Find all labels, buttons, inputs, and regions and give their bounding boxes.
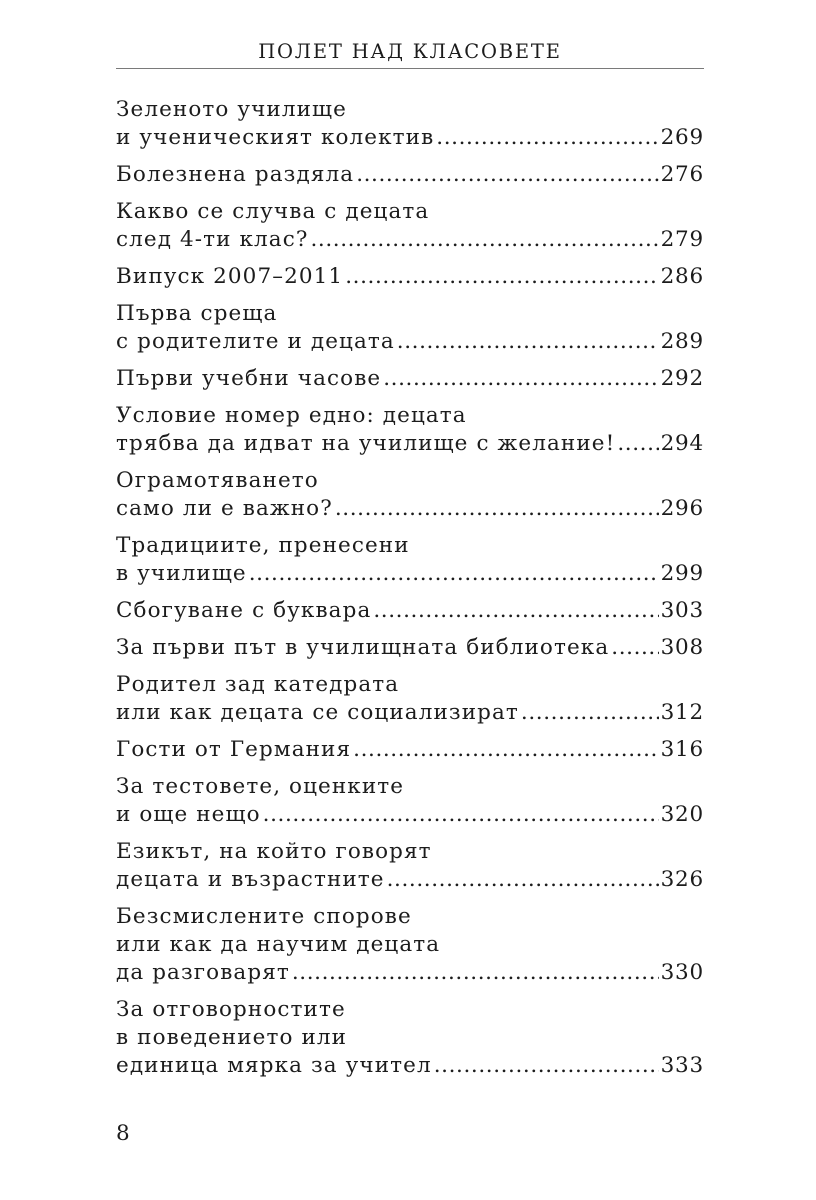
toc-entry-title-line: Какво се случва с децата xyxy=(116,199,430,224)
toc-entry xyxy=(116,96,704,152)
page-number: 8 xyxy=(116,1121,130,1146)
toc-entry xyxy=(116,736,704,764)
toc-entry-title-line: и още нещо xyxy=(116,802,261,827)
toc-entry-final-line xyxy=(116,124,704,152)
dot-leader xyxy=(353,736,658,764)
toc-entry-final-line xyxy=(116,866,704,894)
toc-entry-title-line: и ученическият колектив xyxy=(116,125,435,150)
toc-entry-title-line: За отговорностите xyxy=(116,997,346,1022)
toc-entry-final-line xyxy=(116,959,704,987)
toc-entry-title-line: За първи път в училищната библиотека xyxy=(116,635,610,660)
toc-entry-title-line: или как да научим децата xyxy=(116,932,441,957)
toc-entry-title-line: само ли е важно? xyxy=(116,496,333,521)
toc-entry-title-line: в поведението или xyxy=(116,1025,348,1050)
dot-leader xyxy=(292,959,659,987)
dot-leader xyxy=(249,560,659,588)
toc-entry-page-number: 279 xyxy=(660,227,704,252)
toc-entry-final-line xyxy=(116,801,704,829)
toc-entry-title-line: Випуск 2007–2011 xyxy=(116,264,344,289)
toc-entry xyxy=(116,903,704,987)
toc-entry xyxy=(116,634,704,662)
toc-entry-page-number: 269 xyxy=(660,125,704,150)
toc-entry-page-number: 303 xyxy=(660,598,704,623)
toc-entry-title-line: За тестовете, оценките xyxy=(116,774,405,799)
toc-entry-final-line xyxy=(116,495,704,523)
dot-leader xyxy=(345,263,658,291)
toc-entry-page-number: 289 xyxy=(660,329,704,354)
toc-entry-page-number: 308 xyxy=(660,635,704,660)
toc-entry xyxy=(116,300,704,356)
table-of-contents xyxy=(116,96,704,1089)
toc-entry-final-line xyxy=(116,430,704,458)
header-rule xyxy=(116,68,704,69)
toc-entry-page-number: 292 xyxy=(660,366,704,391)
toc-entry xyxy=(116,402,704,458)
toc-entry xyxy=(116,532,704,588)
toc-entry-page-number: 333 xyxy=(660,1053,704,1078)
toc-entry-page-number: 326 xyxy=(660,867,704,892)
toc-entry-title-line: Зеленото училище xyxy=(116,97,347,122)
dot-leader xyxy=(521,699,659,727)
dot-leader xyxy=(383,365,658,393)
toc-entry-final-line xyxy=(116,161,704,189)
toc-entry-page-number: 294 xyxy=(660,431,704,456)
dot-leader xyxy=(387,866,659,894)
toc-entry xyxy=(116,838,704,894)
running-header: ПОЛЕТ НАД КЛАСОВЕТЕ xyxy=(258,40,562,63)
toc-entry-final-line xyxy=(116,263,704,291)
toc-entry-title-line: Традициите, пренесени xyxy=(116,533,410,558)
toc-entry-title-line: Ограмотяването xyxy=(116,468,319,493)
toc-entry-title-line: Гости от Германия xyxy=(116,737,352,762)
dot-leader xyxy=(397,328,659,356)
toc-entry-title-line: Езикът, на който говорят xyxy=(116,839,432,864)
toc-entry-title-line: в училище xyxy=(116,561,247,586)
toc-entry-final-line xyxy=(116,328,704,356)
dot-leader xyxy=(335,495,659,523)
toc-entry xyxy=(116,597,704,625)
dot-leader xyxy=(356,161,658,189)
toc-entry-title-line: единица мярка за учител xyxy=(116,1053,432,1078)
toc-entry-title-line: децата и възрастните xyxy=(116,867,385,892)
toc-entry-page-number: 330 xyxy=(660,960,704,985)
toc-entry xyxy=(116,773,704,829)
dot-leader xyxy=(611,634,658,662)
toc-entry-page-number: 299 xyxy=(660,561,704,586)
toc-entry xyxy=(116,996,704,1080)
toc-entry xyxy=(116,263,704,291)
dot-leader xyxy=(436,124,658,152)
toc-entry-title-line: Условие номер едно: децата xyxy=(116,403,467,428)
toc-entry-title-line: Първи учебни часове xyxy=(116,366,382,391)
toc-entry-title-line: да разговарят xyxy=(116,960,290,985)
dot-leader xyxy=(617,430,658,458)
toc-entry-title-line: или как децата се социализират xyxy=(116,700,519,725)
toc-entry-page-number: 296 xyxy=(660,496,704,521)
toc-entry-title-line: Сбогуване с буквара xyxy=(116,598,372,623)
toc-entry-final-line xyxy=(116,560,704,588)
toc-entry-final-line xyxy=(116,699,704,727)
toc-entry-page-number: 320 xyxy=(660,802,704,827)
toc-entry-final-line xyxy=(116,597,704,625)
toc-entry-page-number: 316 xyxy=(660,737,704,762)
toc-entry-title-line: Безсмислените спорове xyxy=(116,904,412,929)
toc-entry-final-line xyxy=(116,736,704,764)
toc-entry-page-number: 286 xyxy=(660,264,704,289)
toc-entry-title-line: Болезнена раздяла xyxy=(116,162,355,187)
dot-leader xyxy=(263,801,659,829)
toc-entry-title-line: Родител зад катедрата xyxy=(116,672,400,697)
toc-entry-page-number: 276 xyxy=(660,162,704,187)
toc-entry-title-line: след 4-ти клас? xyxy=(116,227,309,252)
toc-entry-title-line: Първа среща xyxy=(116,301,278,326)
dot-leader xyxy=(434,1052,659,1080)
toc-entry-final-line xyxy=(116,226,704,254)
dot-leader xyxy=(373,597,658,625)
toc-entry-page-number: 312 xyxy=(660,700,704,725)
toc-entry xyxy=(116,365,704,393)
toc-entry-final-line xyxy=(116,634,704,662)
dot-leader xyxy=(310,226,658,254)
toc-entry xyxy=(116,671,704,727)
toc-entry xyxy=(116,467,704,523)
toc-entry xyxy=(116,198,704,254)
toc-entry-final-line xyxy=(116,365,704,393)
toc-entry-final-line xyxy=(116,1052,704,1080)
toc-entry-title-line: трябва да идват на училище с желание! xyxy=(116,431,616,456)
toc-entry-title-line: с родителите и децата xyxy=(116,329,395,354)
toc-entry xyxy=(116,161,704,189)
